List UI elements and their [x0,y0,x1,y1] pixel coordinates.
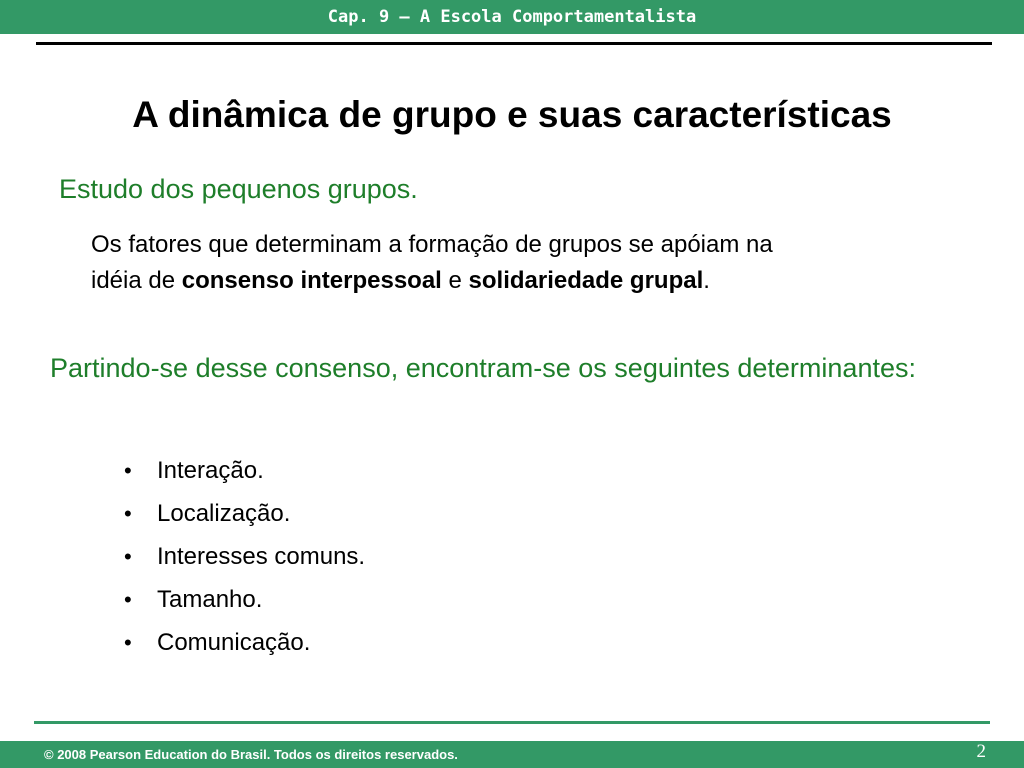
paragraph-line1: Os fatores que determinam a formação de grupos se apóiam na [91,231,773,258]
list-item-label: Localização. [157,500,291,527]
bullet-icon: • [124,544,132,569]
footer-divider [34,721,990,724]
list-item [124,449,365,492]
list-item [124,621,365,664]
list-item-label: Interesses comuns. [157,543,366,570]
paragraph-line2-prefix: idéia de [91,267,182,294]
header-divider [36,42,992,45]
paragraph-suffix: . [703,267,710,294]
list-item-label: Interação. [157,457,264,484]
bullet-icon: • [124,501,132,526]
list-item-label: Comunicação. [157,629,311,656]
bullet-icon: • [124,458,132,483]
list-item [124,535,365,578]
determinants-list [124,449,365,664]
bold-term-solidarity: solidariedade grupal [468,267,704,294]
list-item [124,578,365,621]
list-item [124,492,365,535]
paragraph-connector: e [441,267,469,294]
slide-title: A dinâmica de grupo e suas características [132,94,892,135]
page-number: 2 [976,741,986,762]
section-heading-determinants: Partindo-se desse consenso, encontram-se os seguintes determinantes: [50,353,916,383]
section-paragraph [91,227,951,299]
copyright-notice: © 2008 Pearson Education do Brasil. Todos os direitos reservados. [44,747,458,762]
section-heading-small-groups: Estudo dos pequenos grupos. [59,174,418,204]
bold-term-consensus: consenso interpessoal [181,267,442,294]
bullet-icon: • [124,587,132,612]
chapter-title: Cap. 9 – A Escola Comportamentalista [327,7,697,27]
list-item-label: Tamanho. [157,586,263,613]
bullet-icon: • [124,630,132,655]
